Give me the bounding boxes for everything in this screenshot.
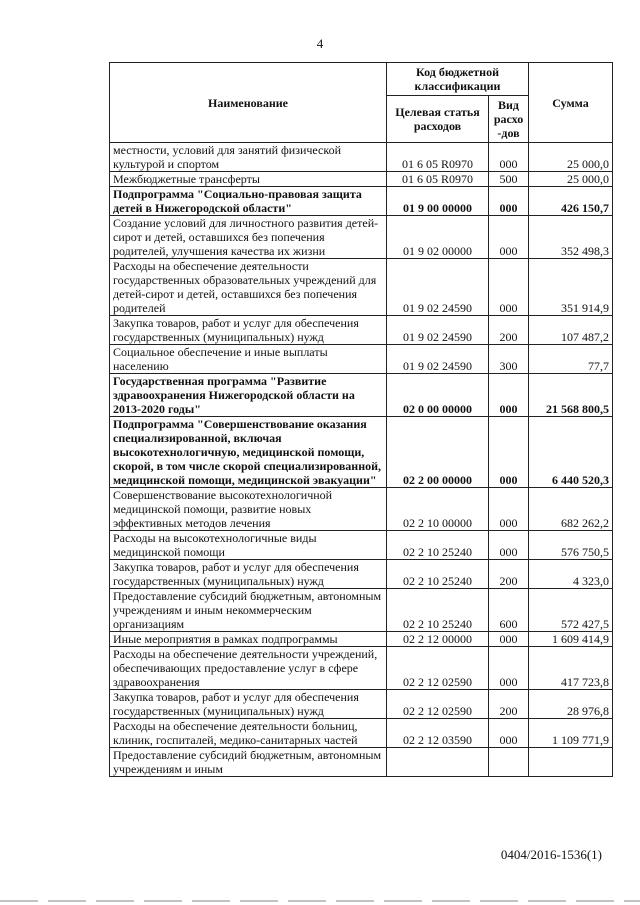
- header-sum: Сумма: [529, 63, 613, 143]
- table-row: [110, 488, 613, 531]
- cell-sum: 25 000,0: [529, 143, 613, 172]
- cell-name: Расходы на обеспечение деятельности больниц, клиник, госпиталей, медико-санитарных частей: [110, 719, 387, 748]
- cell-sum: 351 914,9: [529, 259, 613, 316]
- table-row: [110, 259, 613, 316]
- table-row: [110, 216, 613, 259]
- cell-code: 02 2 10 25240: [387, 589, 489, 632]
- cell-sum: 417 723,8: [529, 647, 613, 690]
- cell-name: Подпрограмма "Социально-правовая защита детей в Нижегородской области": [110, 187, 387, 216]
- cell-code: 02 0 00 00000: [387, 374, 489, 417]
- cell-type: [489, 748, 529, 777]
- table-body: [110, 143, 613, 777]
- cell-sum: 28 976,8: [529, 690, 613, 719]
- cell-type: 300: [489, 345, 529, 374]
- cell-name: Закупка товаров, работ и услуг для обеспечения государственных (муниципальных) нужд: [110, 690, 387, 719]
- cell-sum: 426 150,7: [529, 187, 613, 216]
- cell-type: 000: [489, 374, 529, 417]
- cell-type: 200: [489, 690, 529, 719]
- cell-name: Закупка товаров, работ и услуг для обеспечения государственных (муниципальных) нужд: [110, 316, 387, 345]
- cell-code: 01 6 05 R0970: [387, 172, 489, 187]
- budget-table: [109, 62, 613, 777]
- cell-code: 02 2 12 02590: [387, 690, 489, 719]
- cell-code: 02 2 10 25240: [387, 531, 489, 560]
- table-row: [110, 748, 613, 777]
- cell-type: 000: [489, 417, 529, 488]
- page-number: 4: [316, 36, 324, 51]
- table-row: [110, 632, 613, 647]
- cell-name: Предоставление субсидий бюджетным, автономным учреждениям и иным некоммерческим организациям: [110, 589, 387, 632]
- cell-type: 500: [489, 172, 529, 187]
- cell-sum: 4 323,0: [529, 560, 613, 589]
- cell-sum: 1 109 771,9: [529, 719, 613, 748]
- cell-name: Подпрограмма "Совершенствование оказания специализированной, включая высокотехнологичную, медицинской помощи, скорой, в том числе скорой специализированной, медицинской помощи, медицинской эвакуации": [110, 417, 387, 488]
- cell-code: 02 2 12 00000: [387, 632, 489, 647]
- cell-name: Социальное обеспечение и иные выплаты населению: [110, 345, 387, 374]
- table-row: [110, 589, 613, 632]
- cell-name: Расходы на обеспечение деятельности государственных образовательных учреждений для детей-сирот и детей, оставшихся без попечения родителей: [110, 259, 387, 316]
- header-code-group: Код бюджетной классификации: [387, 63, 529, 96]
- cell-type: 000: [489, 632, 529, 647]
- cell-code: 02 2 00 00000: [387, 417, 489, 488]
- cell-type: 000: [489, 187, 529, 216]
- cell-code: 01 9 02 24590: [387, 345, 489, 374]
- cell-code: 02 2 10 00000: [387, 488, 489, 531]
- table-row: [110, 187, 613, 216]
- cell-type: 000: [489, 259, 529, 316]
- table-row: [110, 560, 613, 589]
- table-row: [110, 172, 613, 187]
- table-row: [110, 531, 613, 560]
- table-row: [110, 374, 613, 417]
- cell-sum: 77,7: [529, 345, 613, 374]
- cell-name: Расходы на высокотехнологичные виды медицинской помощи: [110, 531, 387, 560]
- cell-name: Государственная программа "Развитие здравоохранения Нижегородской области на 2013-2020 годы": [110, 374, 387, 417]
- cell-type: 200: [489, 560, 529, 589]
- cell-name: Иные мероприятия в рамках подпрограммы: [110, 632, 387, 647]
- document-code: 0404/2016-1536(1): [500, 847, 602, 862]
- cell-type: 000: [489, 488, 529, 531]
- cell-sum: [529, 748, 613, 777]
- cell-name: Предоставление субсидий бюджетным, автономным учреждениям и иным: [110, 748, 387, 777]
- cell-type: 000: [489, 531, 529, 560]
- cell-sum: 576 750,5: [529, 531, 613, 560]
- cell-type: 200: [489, 316, 529, 345]
- cell-code: 02 2 10 25240: [387, 560, 489, 589]
- cell-type: 600: [489, 589, 529, 632]
- cell-sum: 6 440 520,3: [529, 417, 613, 488]
- cell-code: 01 9 02 00000: [387, 216, 489, 259]
- cell-sum: 352 498,3: [529, 216, 613, 259]
- cell-code: 01 9 02 24590: [387, 259, 489, 316]
- cell-name: Расходы на обеспечение деятельности учреждений, обеспечивающих предоставление услуг в сфере здравоохранения: [110, 647, 387, 690]
- cell-sum: 21 568 800,5: [529, 374, 613, 417]
- cell-code: 02 2 12 02590: [387, 647, 489, 690]
- cell-sum: 25 000,0: [529, 172, 613, 187]
- cell-code: 01 9 02 24590: [387, 316, 489, 345]
- table-row: [110, 719, 613, 748]
- cell-name: местности, условий для занятий физической культурой и спортом: [110, 143, 387, 172]
- header-target-article: Целевая статья расходов: [387, 96, 489, 143]
- header-expense-type: Вид расхо -дов: [489, 96, 529, 143]
- header-row: [110, 63, 613, 96]
- table-row: [110, 143, 613, 172]
- table-row: [110, 417, 613, 488]
- cell-name: Межбюджетные трансферты: [110, 172, 387, 187]
- table-row: [110, 647, 613, 690]
- cell-type: 000: [489, 647, 529, 690]
- cell-type: 000: [489, 216, 529, 259]
- table-row: [110, 690, 613, 719]
- table-row: [110, 316, 613, 345]
- header-name: Наименование: [110, 63, 387, 143]
- cell-name: Создание условий для личностного развития детей-сирот и детей, оставшихся без попечения родителей, улучшения качества их жизни: [110, 216, 387, 259]
- table-row: [110, 345, 613, 374]
- cell-sum: 107 487,2: [529, 316, 613, 345]
- cell-name: Совершенствование высокотехнологичной медицинской помощи, развитие новых эффективных методов лечения: [110, 488, 387, 531]
- cell-type: 000: [489, 143, 529, 172]
- cell-name: Закупка товаров, работ и услуг для обеспечения государственных (муниципальных) нужд: [110, 560, 387, 589]
- cell-code: 02 2 12 03590: [387, 719, 489, 748]
- cell-sum: 572 427,5: [529, 589, 613, 632]
- cell-code: 01 9 00 00000: [387, 187, 489, 216]
- cell-type: 000: [489, 719, 529, 748]
- cell-code: [387, 748, 489, 777]
- scan-edge-line: [0, 900, 640, 902]
- cell-sum: 1 609 414,9: [529, 632, 613, 647]
- cell-sum: 682 262,2: [529, 488, 613, 531]
- cell-code: 01 6 05 R0970: [387, 143, 489, 172]
